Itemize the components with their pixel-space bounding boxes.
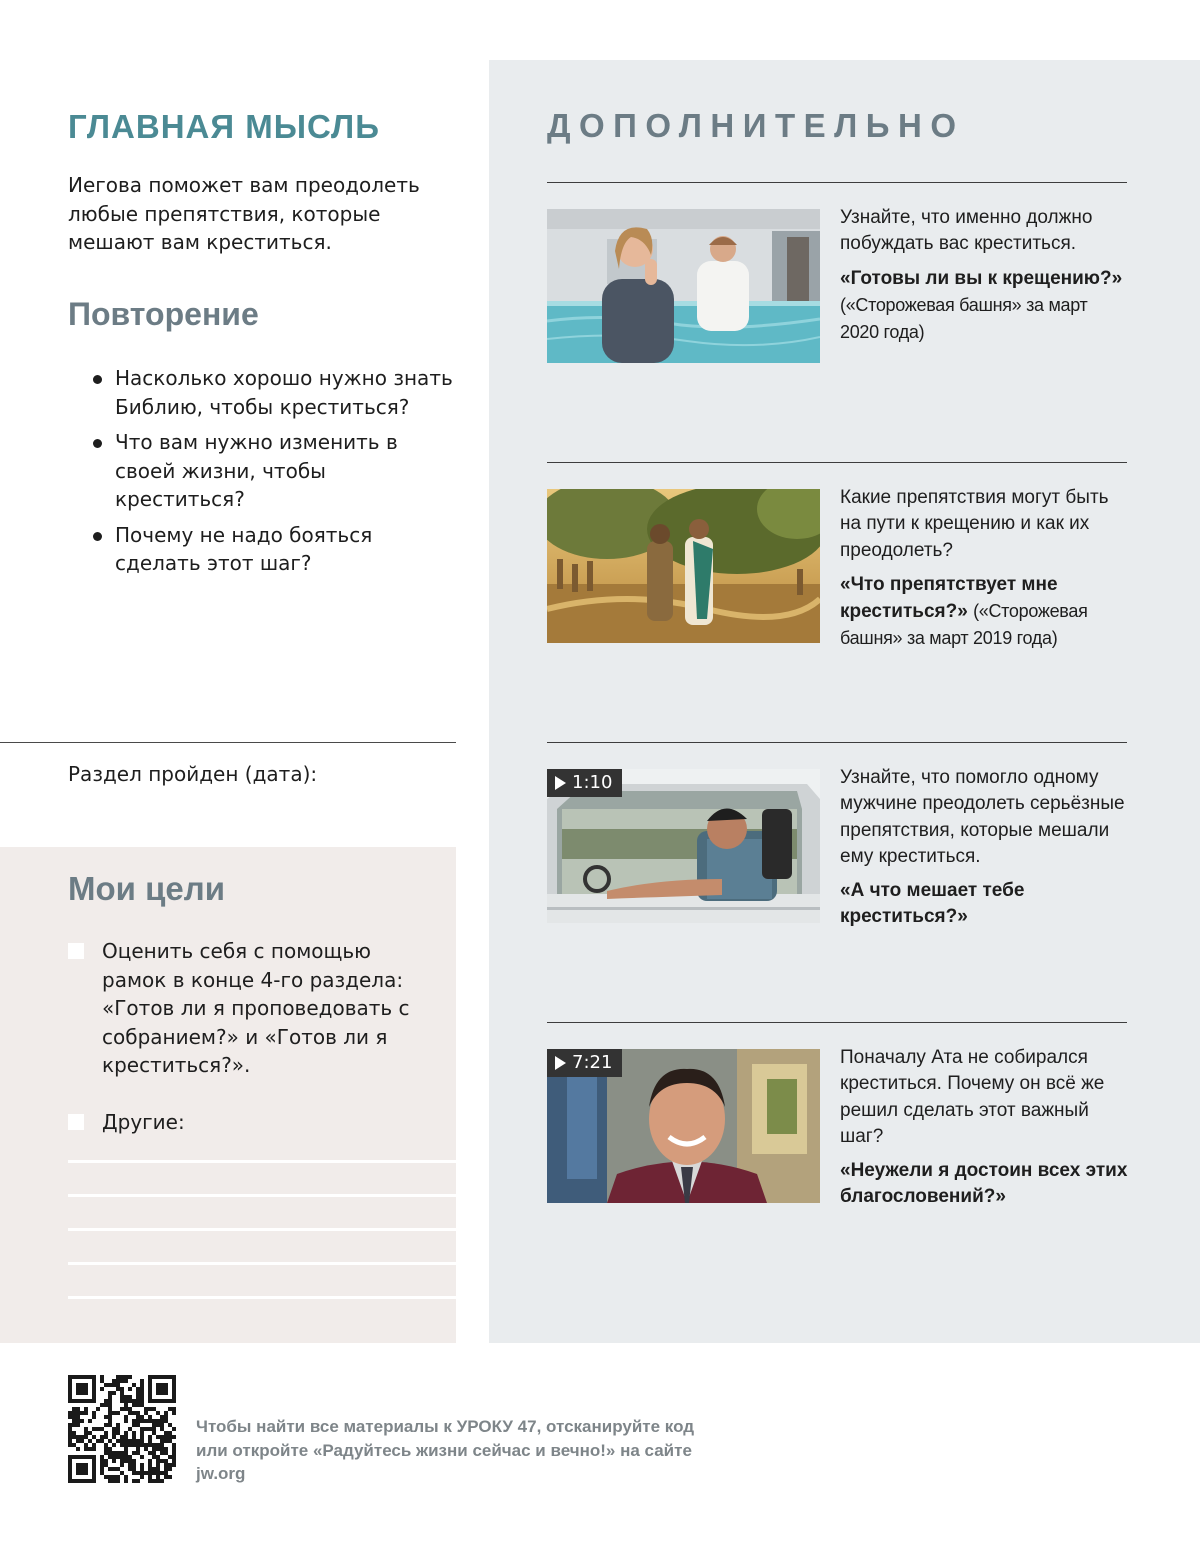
main-thought-heading: ГЛАВНАЯ МЫСЛЬ: [68, 108, 380, 145]
article-source: («Сторожевая башня» за март 2020 года): [840, 294, 1088, 343]
additional-heading: ДОПОЛНИТЕЛЬНО: [547, 107, 965, 144]
article-source: («Сторожевая башня» за март 2019 года): [840, 601, 1088, 649]
additional-item-2: [840, 485, 1130, 653]
completed-date-label: Раздел пройден (дата):: [68, 762, 318, 786]
video-link[interactable]: «А что мешает тебе креститься?»: [840, 880, 1025, 928]
review-item: Почему не надо бояться сделать этот шаг?: [90, 521, 460, 578]
play-icon: [555, 1056, 566, 1070]
footer-note: Чтобы найти все материалы к УРОКУ 47, отсканируйте код или откройте «Радуйтесь жизни сейчас и вечно!» на сайте jw.org: [196, 1417, 695, 1483]
item-reference[interactable]: [840, 1158, 1130, 1211]
video-duration: 1:10: [572, 772, 613, 793]
review-list: [90, 364, 460, 585]
item-reference[interactable]: [840, 266, 1130, 347]
smiling-man-video-thumbnail[interactable]: [547, 1049, 820, 1203]
video-link[interactable]: «Неужели я достоин всех этих благословений?»: [840, 1160, 1128, 1208]
video-duration-badge: [547, 769, 622, 797]
item-reference[interactable]: [840, 878, 1130, 931]
play-icon: [555, 776, 566, 790]
goals-box: [0, 847, 456, 1343]
item-description: Поначалу Ата не собирался креститься. Почему он всё же решил сделать этот важный шаг?: [840, 1047, 1105, 1147]
additional-item-1: [840, 205, 1130, 346]
goal-checkbox[interactable]: [68, 1114, 84, 1130]
ethiopian-eunuch-image[interactable]: [547, 489, 820, 643]
additional-item-4: [840, 1045, 1130, 1211]
goal-label: Другие:: [102, 1110, 185, 1134]
goal-item-other[interactable]: [68, 1108, 428, 1137]
review-item: Что вам нужно изменить в своей жизни, чтобы креститься?: [90, 428, 460, 514]
item-divider: [547, 182, 1127, 183]
section-divider: [0, 742, 456, 743]
item-description: Узнайте, что именно должно побуждать вас креститься.: [840, 207, 1093, 255]
article-link[interactable]: «Что препятствует мне креститься?»: [840, 573, 1058, 623]
writing-line[interactable]: [68, 1228, 456, 1231]
main-thought-text: Иегова поможет вам преодолеть любые препятствия, которые мешают вам креститься.: [68, 173, 420, 254]
goal-label: Оценить себя с помощью рамок в конце 4-го раздела: «Готов ли я проповедовать с собранием?» и «Готов ли я креститься?».: [102, 939, 410, 1077]
review-heading: Повторение: [68, 296, 259, 332]
man-in-car-video-thumbnail[interactable]: [547, 769, 820, 923]
video-duration: 7:21: [572, 1052, 613, 1073]
item-divider: [547, 742, 1127, 743]
goal-checkbox[interactable]: [68, 943, 84, 959]
qr-code[interactable]: [68, 1375, 176, 1483]
writing-line[interactable]: [68, 1262, 456, 1265]
item-reference[interactable]: [840, 572, 1130, 653]
item-description: Узнайте, что помогло одному мужчине преодолеть серьёзные препятствия, которые мешали ему креститься.: [840, 767, 1125, 867]
review-item: Насколько хорошо нужно знать Библию, чтобы креститься?: [90, 364, 460, 421]
item-description: Какие препятствия могут быть на пути к крещению и как их преодолеть?: [840, 487, 1109, 561]
writing-line[interactable]: [68, 1194, 456, 1197]
additional-item-3: [840, 765, 1130, 931]
item-divider: [547, 462, 1127, 463]
writing-line[interactable]: [68, 1160, 456, 1163]
goal-item[interactable]: [68, 937, 428, 1080]
item-divider: [547, 1022, 1127, 1023]
video-duration-badge: [547, 1049, 622, 1077]
writing-line[interactable]: [68, 1296, 456, 1299]
article-link[interactable]: «Готовы ли вы к крещению?»: [840, 267, 1123, 289]
goals-heading: Мои цели: [68, 870, 225, 907]
baptism-pool-image[interactable]: [547, 209, 820, 363]
